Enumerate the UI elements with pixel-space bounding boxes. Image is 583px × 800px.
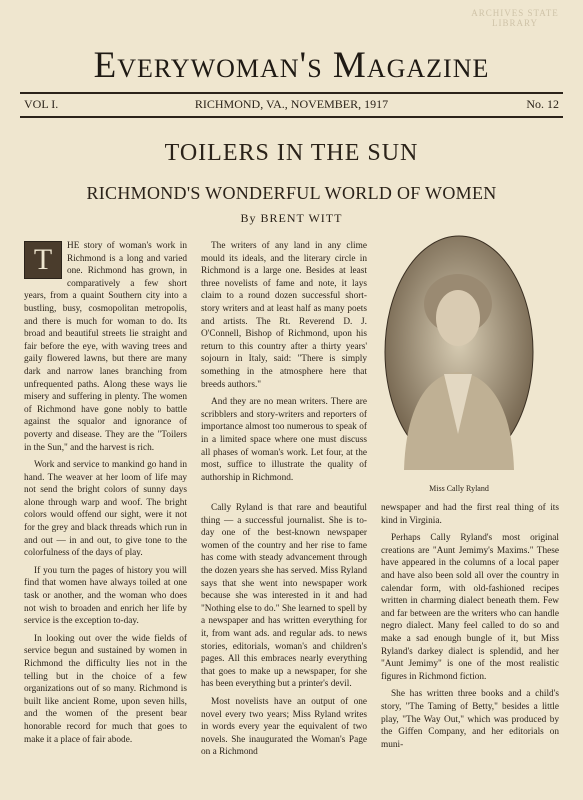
library-stamp: ARCHIVES STATE LIBRARY [471, 8, 559, 28]
paragraph: Perhaps Cally Ryland's most original creations are "Aunt Jemimy's Maxims." These have appeared in the columns of a local paper and have also been sold all over the country in calendar form, with old-fashioned recipes written in charming dialect beneath them. Few and far between are the writers who can handle negro dialect. Many feel called to do so and make a sad enough bungle of it, but Miss Ryland's darkey dialect is splendid, and her "Aunt Jemimy" is one of the most realistic figures in Richmond fiction. [381, 533, 559, 682]
paragraph: Work and service to mankind go hand in hand. The weaver at her loom of life may not send the bright colors of sunny days alone through warp and woof. The bright colors would offend our sight, were it not for the grey and black threads which run in and out — in and out, to give tone to the colorfulness of the days of play. [24, 460, 187, 559]
masthead-title: Everywoman's Magazine [93, 45, 490, 86]
paragraph: newspaper and had the first real thing of its kind in Virginia. [381, 503, 559, 526]
paragraph: Cally Ryland is that rare and beautiful thing — a successful journalist. She is to-day one of the best-known newspaper women of the country and her rise to fame has come with steady advancement through the dozen years she has served. Miss Ryland says that she went into newspaper work because she was interested in it and had "Nothing else to do." She learned to spell by a newspaper and has written everything for it, from want ads. and regular ads. to news stories, editorials, woman's and children's pages. All this embraces nearly everything that goes to make up a newspaper, for she has been everything but a printer's devil. [201, 503, 367, 690]
paragraph: If you turn the pages of history you will find that women have always toiled at one task or another, and the woman who does not wish to broaden and enrich her life by service is the exception to-day. [24, 565, 187, 627]
masthead-rule-bottom [20, 116, 563, 118]
article-byline: By BRENT WITT [240, 211, 343, 225]
article-subtitle: RICHMOND'S WONDERFUL WORLD OF WOMEN [86, 183, 497, 203]
masthead-rule-top [20, 92, 563, 94]
volume-label: VOL I. [24, 97, 59, 111]
place-date: RICHMOND, VA., NOVEMBER, 1917 [194, 97, 389, 111]
paragraph: And they are no mean writers. There are scribblers and story-writers and reporters of importance almost too numerous to speak of in a limited space where one must discuss all phases of woman's work. Let four, at the most, suffice to illustrate the quality of authorship in Richmond. [201, 397, 367, 483]
paragraph: The writers of any land in any clime mould its ideals, and the literary circle in Richmond is a large one. Besides at least three novelists of fame and note, it lays claim to a round dozen successful short-story writers and at least half as many poets and artists. The Rt. Reverend D. J. O'Connell, Bishop of Richmond, upon his return to this country after a thirty years' sojourn in Italy, said: "There is simply something in the atmosphere here that breeds authors." [201, 241, 367, 390]
article-title: TOILERS IN THE SUN [164, 140, 419, 166]
paragraph: In looking out over the wide fields of service begun and sustained by women in Richmond the difficulty lies not in the telling but in the choice of a few organizations out of so many. Richmond is built like ancient Rome, upon seven hills, and the women of the present bear honorable record for much that goes to make it a place of fair abode. [24, 633, 187, 745]
column-1 [24, 240, 187, 751]
column-3 [201, 502, 367, 764]
drop-cap: T [24, 241, 62, 279]
portrait-photo [384, 234, 534, 470]
paragraph: She has written three books and a child's story, "The Taming of Betty," besides a little play, "The Way Out," which was produced by the Giffen Company, and her editorials on muni- [381, 689, 559, 750]
paragraph: Most novelists have an output of one novel every two years; Miss Ryland writes in words every year the equivalent of two novels. She inaugurated the Woman's Page on a Richmond [201, 696, 367, 758]
paragraph: T HE story of woman's work in Richmond is a long and varied one. Richmond has grown, in comparatively a few short years, from a quaint Southern city into a bustling, busy, cosmopolitan metropolis, and there is much for woman to do. Its broad and beautiful streets lie straight and fair before the eye, with waving trees and gaily flowered lawns, but there are many dark and narrow lanes branching from unfrequented paths. Along these ways lie misery and suffering in plenty. The women of Richmond have gone nobly to battle against the squalor and ignorance of poverty and disease. They are the "Toilers in the Sun," and the harvest is rich. [24, 241, 187, 453]
issue-number: No. 12 [526, 97, 559, 111]
photo-caption: Miss Cally Ryland [429, 484, 489, 493]
column-2 [201, 240, 367, 489]
column-4 [381, 502, 559, 756]
